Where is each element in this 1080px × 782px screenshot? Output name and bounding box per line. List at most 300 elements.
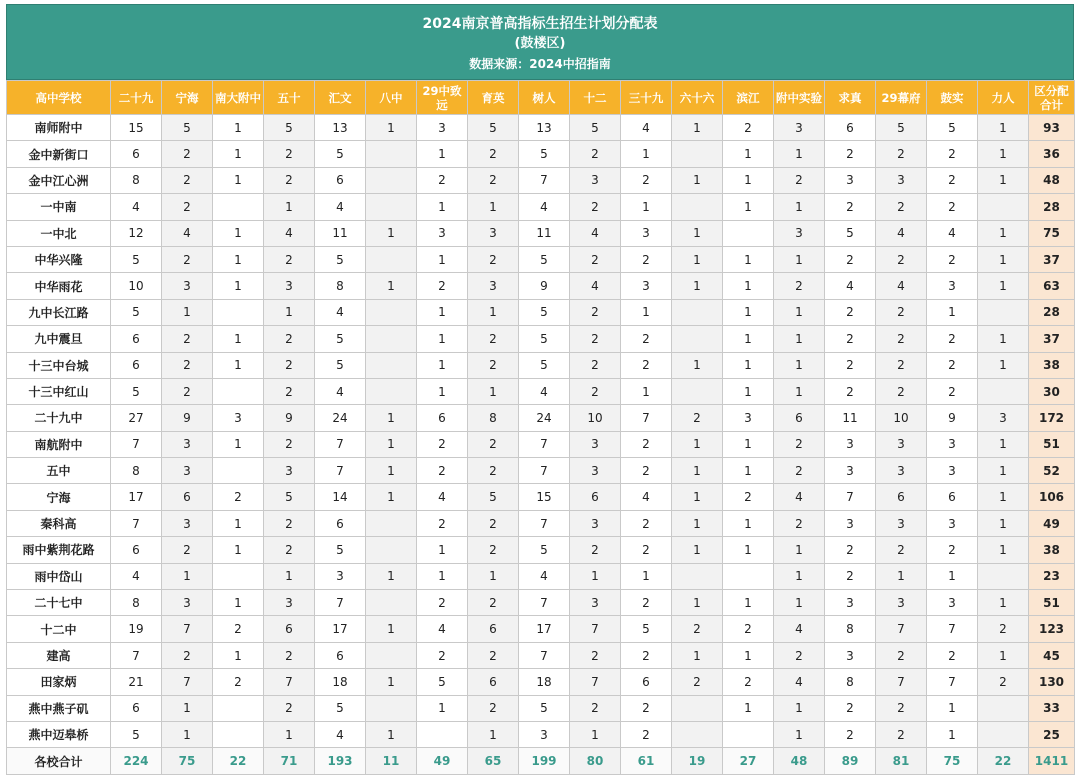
quota-cell: 3	[162, 590, 213, 616]
quota-cell: 2	[264, 246, 315, 272]
quota-cell: 3	[417, 220, 468, 246]
quota-cell: 2	[570, 352, 621, 378]
quota-cell: 3	[825, 167, 876, 193]
quota-cell: 3	[876, 590, 927, 616]
quota-cell: 2	[264, 378, 315, 404]
quota-cell: 10	[570, 405, 621, 431]
quota-cell: 2	[876, 642, 927, 668]
quota-cell: 5	[519, 326, 570, 352]
table-row	[7, 563, 1075, 589]
quota-cell: 1	[264, 194, 315, 220]
quota-cell: 3	[570, 458, 621, 484]
quota-cell: 2	[621, 246, 672, 272]
quota-cell: 4	[519, 563, 570, 589]
quota-cell: 1	[672, 167, 723, 193]
quota-cell: 2	[723, 669, 774, 695]
quota-cell: 3	[264, 458, 315, 484]
quota-cell: 3	[927, 458, 978, 484]
quota-cell: 2	[570, 246, 621, 272]
table-row	[7, 352, 1075, 378]
quota-cell: 13	[519, 115, 570, 141]
quota-cell: 2	[825, 299, 876, 325]
quota-cell: 7	[162, 669, 213, 695]
district-total: 23	[1029, 563, 1075, 589]
quota-cell: 13	[315, 115, 366, 141]
quota-cell: 3	[927, 590, 978, 616]
table-row	[7, 590, 1075, 616]
quota-cell: 2	[825, 194, 876, 220]
quota-cell: 2	[264, 326, 315, 352]
school-name: 建高	[7, 642, 111, 668]
quota-cell: 3	[978, 405, 1029, 431]
quota-cell: 1	[366, 721, 417, 747]
quota-cell: 1	[366, 273, 417, 299]
quota-cell: 7	[621, 405, 672, 431]
quota-cell: 5	[468, 115, 519, 141]
quota-cell: 1	[417, 352, 468, 378]
district-total: 51	[1029, 431, 1075, 457]
quota-cell	[366, 299, 417, 325]
quota-cell: 1	[723, 352, 774, 378]
quota-cell: 1	[672, 510, 723, 536]
quota-cell: 6	[417, 405, 468, 431]
table-row	[7, 669, 1075, 695]
quota-cell: 3	[774, 220, 825, 246]
quota-cell: 2	[876, 721, 927, 747]
quota-cell: 2	[723, 484, 774, 510]
quota-cell	[366, 352, 417, 378]
district-total: 38	[1029, 352, 1075, 378]
quota-cell: 11	[519, 220, 570, 246]
quota-cell: 2	[417, 642, 468, 668]
quota-cell: 1	[468, 563, 519, 589]
quota-cell: 1	[672, 642, 723, 668]
quota-cell: 24	[519, 405, 570, 431]
quota-cell: 5	[111, 246, 162, 272]
quota-cell: 7	[825, 484, 876, 510]
quota-cell: 7	[111, 642, 162, 668]
quota-cell: 2	[927, 378, 978, 404]
quota-cell: 1	[723, 299, 774, 325]
quota-cell: 1	[774, 194, 825, 220]
table-row	[7, 246, 1075, 272]
district-total: 172	[1029, 405, 1075, 431]
quota-cell: 10	[876, 405, 927, 431]
quota-cell: 1	[621, 141, 672, 167]
quota-cell: 2	[927, 352, 978, 378]
quota-cell: 1	[672, 590, 723, 616]
quota-cell: 1	[162, 299, 213, 325]
quota-cell: 4	[876, 220, 927, 246]
quota-cell: 1	[927, 563, 978, 589]
quota-cell: 5	[876, 115, 927, 141]
quota-cell: 2	[162, 352, 213, 378]
quota-cell: 5	[519, 537, 570, 563]
quota-cell: 3	[519, 721, 570, 747]
quota-cell: 8	[315, 273, 366, 299]
quota-cell: 3	[468, 220, 519, 246]
quota-cell: 4	[774, 616, 825, 642]
quota-cell: 27	[111, 405, 162, 431]
school-name: 秦科高	[7, 510, 111, 536]
quota-cell: 1	[213, 273, 264, 299]
quota-cell: 8	[825, 669, 876, 695]
quota-cell: 7	[111, 431, 162, 457]
quota-cell: 1	[774, 378, 825, 404]
quota-cell: 1	[417, 326, 468, 352]
quota-cell: 17	[111, 484, 162, 510]
quota-cell: 5	[825, 220, 876, 246]
quota-cell: 2	[621, 167, 672, 193]
quota-cell: 3	[876, 167, 927, 193]
quota-cell: 1	[468, 299, 519, 325]
quota-cell: 1	[162, 563, 213, 589]
quota-cell: 18	[519, 669, 570, 695]
quota-cell: 4	[774, 669, 825, 695]
quota-cell: 2	[927, 537, 978, 563]
header-column: 求真	[825, 81, 876, 115]
quota-cell	[366, 326, 417, 352]
quota-cell: 1	[723, 458, 774, 484]
quota-cell: 11	[315, 220, 366, 246]
quota-cell: 1	[978, 273, 1029, 299]
table-row	[7, 194, 1075, 220]
quota-cell: 6	[570, 484, 621, 510]
quota-cell: 1	[366, 563, 417, 589]
quota-cell: 19	[111, 616, 162, 642]
quota-cell: 2	[417, 273, 468, 299]
quota-cell: 2	[825, 695, 876, 721]
quota-cell: 7	[876, 669, 927, 695]
quota-cell: 7	[315, 431, 366, 457]
quota-cell	[672, 326, 723, 352]
quota-cell: 5	[621, 616, 672, 642]
quota-cell: 2	[825, 141, 876, 167]
quota-cell: 7	[519, 642, 570, 668]
quota-cell: 5	[111, 378, 162, 404]
table-row	[7, 537, 1075, 563]
quota-cell: 8	[111, 167, 162, 193]
summary-cell: 199	[519, 748, 570, 774]
school-name: 中华兴隆	[7, 246, 111, 272]
quota-cell: 3	[927, 273, 978, 299]
summary-cell: 89	[825, 748, 876, 774]
district-total: 93	[1029, 115, 1075, 141]
title-banner	[6, 4, 1074, 80]
quota-cell: 4	[111, 563, 162, 589]
quota-cell: 5	[315, 246, 366, 272]
quota-cell: 1	[213, 590, 264, 616]
quota-cell: 6	[315, 167, 366, 193]
quota-cell: 6	[111, 326, 162, 352]
quota-cell: 7	[315, 590, 366, 616]
quota-cell: 15	[111, 115, 162, 141]
header-column: 南大附中	[213, 81, 264, 115]
header-school: 高中学校	[7, 81, 111, 115]
table-row	[7, 115, 1075, 141]
header-total: 区分配合计	[1029, 81, 1075, 115]
quota-cell: 1	[723, 326, 774, 352]
header-column: 八中	[366, 81, 417, 115]
quota-cell: 1	[366, 431, 417, 457]
quota-cell: 2	[213, 669, 264, 695]
quota-cell: 2	[570, 378, 621, 404]
quota-cell: 1	[723, 167, 774, 193]
quota-cell: 1	[876, 563, 927, 589]
quota-cell	[978, 378, 1029, 404]
quota-cell: 3	[264, 590, 315, 616]
quota-cell: 2	[417, 510, 468, 536]
quota-cell: 4	[315, 378, 366, 404]
quota-cell: 5	[315, 326, 366, 352]
quota-cell: 1	[723, 141, 774, 167]
quota-cell: 1	[672, 537, 723, 563]
quota-cell: 2	[468, 352, 519, 378]
quota-cell: 1	[672, 273, 723, 299]
quota-cell: 2	[876, 378, 927, 404]
quota-cell: 2	[417, 431, 468, 457]
quota-cell: 9	[264, 405, 315, 431]
quota-cell: 7	[927, 669, 978, 695]
table-body	[7, 115, 1075, 775]
quota-cell: 1	[264, 563, 315, 589]
quota-cell: 1	[774, 141, 825, 167]
quota-cell: 2	[264, 695, 315, 721]
quota-cell: 2	[570, 326, 621, 352]
school-name: 十三中红山	[7, 378, 111, 404]
quota-cell: 2	[774, 431, 825, 457]
table-row	[7, 458, 1075, 484]
quota-cell: 2	[927, 141, 978, 167]
quota-cell: 4	[621, 484, 672, 510]
summary-cell: 22	[213, 748, 264, 774]
quota-cell: 11	[825, 405, 876, 431]
quota-cell: 1	[774, 695, 825, 721]
grand-total: 1411	[1029, 748, 1075, 774]
quota-cell: 18	[315, 669, 366, 695]
quota-cell: 2	[672, 669, 723, 695]
district-total: 49	[1029, 510, 1075, 536]
quota-cell: 3	[570, 510, 621, 536]
quota-cell: 2	[876, 537, 927, 563]
table-row	[7, 510, 1075, 536]
quota-cell: 2	[162, 141, 213, 167]
quota-cell: 1	[213, 431, 264, 457]
quota-cell: 3	[162, 458, 213, 484]
quota-cell: 1	[264, 721, 315, 747]
quota-cell: 1	[213, 352, 264, 378]
quota-cell: 7	[570, 616, 621, 642]
quota-cell: 3	[570, 590, 621, 616]
quota-cell: 4	[162, 220, 213, 246]
quota-cell: 1	[723, 590, 774, 616]
quota-cell: 1	[978, 167, 1029, 193]
summary-cell: 11	[366, 748, 417, 774]
quota-cell: 1	[774, 537, 825, 563]
quota-cell: 5	[468, 484, 519, 510]
summary-cell: 224	[111, 748, 162, 774]
quota-cell: 6	[111, 695, 162, 721]
quota-cell: 1	[978, 352, 1029, 378]
quota-cell: 1	[723, 246, 774, 272]
quota-cell: 2	[672, 405, 723, 431]
quota-cell: 6	[927, 484, 978, 510]
district-total: 63	[1029, 273, 1075, 299]
quota-cell: 7	[519, 590, 570, 616]
quota-cell: 2	[876, 299, 927, 325]
quota-cell	[672, 378, 723, 404]
quota-cell: 3	[825, 642, 876, 668]
summary-label: 各校合计	[7, 748, 111, 774]
quota-cell: 2	[876, 194, 927, 220]
quota-cell: 1	[417, 378, 468, 404]
summary-cell: 27	[723, 748, 774, 774]
quota-cell: 1	[978, 590, 1029, 616]
quota-cell: 2	[825, 563, 876, 589]
quota-cell: 2	[570, 194, 621, 220]
quota-cell	[978, 721, 1029, 747]
quota-cell: 4	[927, 220, 978, 246]
quota-cell: 1	[672, 458, 723, 484]
quota-cell: 2	[468, 458, 519, 484]
quota-cell: 1	[672, 431, 723, 457]
quota-cell: 3	[825, 590, 876, 616]
quota-cell: 12	[111, 220, 162, 246]
quota-cell: 2	[621, 458, 672, 484]
school-name: 五中	[7, 458, 111, 484]
quota-cell: 3	[876, 458, 927, 484]
quota-cell: 2	[468, 141, 519, 167]
quota-cell	[672, 563, 723, 589]
quota-cell: 5	[315, 537, 366, 563]
header-row	[7, 81, 1075, 115]
quota-cell	[213, 721, 264, 747]
quota-cell: 3	[213, 405, 264, 431]
quota-cell: 2	[672, 616, 723, 642]
quota-cell: 1	[723, 642, 774, 668]
district-total: 75	[1029, 220, 1075, 246]
quota-cell: 7	[519, 458, 570, 484]
summary-cell: 61	[621, 748, 672, 774]
quota-cell: 6	[468, 669, 519, 695]
quota-cell: 2	[468, 590, 519, 616]
quota-cell: 6	[825, 115, 876, 141]
table-row	[7, 378, 1075, 404]
quota-cell: 1	[774, 721, 825, 747]
quota-cell: 3	[876, 510, 927, 536]
summary-cell: 65	[468, 748, 519, 774]
quota-cell	[978, 563, 1029, 589]
table-row	[7, 220, 1075, 246]
district-total: 130	[1029, 669, 1075, 695]
quota-cell: 1	[978, 484, 1029, 510]
quota-cell: 1	[213, 220, 264, 246]
quota-cell: 1	[774, 590, 825, 616]
quota-cell: 1	[417, 246, 468, 272]
quota-cell: 2	[162, 246, 213, 272]
quota-cell: 1	[366, 458, 417, 484]
quota-cell: 6	[621, 669, 672, 695]
quota-cell: 1	[213, 246, 264, 272]
quota-cell: 7	[519, 510, 570, 536]
quota-cell: 1	[366, 484, 417, 510]
quota-cell: 5	[519, 299, 570, 325]
quota-cell: 17	[519, 616, 570, 642]
quota-cell: 1	[213, 537, 264, 563]
quota-cell: 5	[417, 669, 468, 695]
quota-cell	[366, 510, 417, 536]
table-row	[7, 326, 1075, 352]
district-total: 37	[1029, 246, 1075, 272]
quota-cell	[213, 194, 264, 220]
school-name: 九中震旦	[7, 326, 111, 352]
quota-cell: 3	[468, 273, 519, 299]
quota-cell: 2	[570, 141, 621, 167]
quota-cell: 2	[927, 246, 978, 272]
quota-cell: 1	[723, 431, 774, 457]
quota-cell: 1	[366, 405, 417, 431]
quota-cell: 6	[264, 616, 315, 642]
header-column: 力人	[978, 81, 1029, 115]
quota-cell: 6	[315, 510, 366, 536]
quota-cell	[723, 220, 774, 246]
quota-cell: 1	[366, 115, 417, 141]
quota-cell: 4	[315, 299, 366, 325]
table-row	[7, 484, 1075, 510]
quota-cell: 2	[162, 537, 213, 563]
quota-cell: 1	[774, 326, 825, 352]
district-total: 37	[1029, 326, 1075, 352]
quota-cell: 9	[927, 405, 978, 431]
quota-cell: 1	[774, 352, 825, 378]
quota-cell	[672, 299, 723, 325]
quota-cell: 3	[264, 273, 315, 299]
quota-cell	[213, 695, 264, 721]
quota-cell: 2	[978, 616, 1029, 642]
quota-cell: 2	[468, 642, 519, 668]
quota-cell: 1	[366, 220, 417, 246]
quota-cell: 5	[162, 115, 213, 141]
quota-cell: 2	[774, 273, 825, 299]
quota-cell: 1	[417, 537, 468, 563]
quota-cell: 1	[672, 484, 723, 510]
quota-cell: 1	[621, 299, 672, 325]
quota-cell: 7	[315, 458, 366, 484]
quota-cell: 3	[162, 510, 213, 536]
quota-cell: 6	[111, 352, 162, 378]
quota-cell: 1	[978, 642, 1029, 668]
quota-cell: 2	[621, 590, 672, 616]
quota-cell: 5	[570, 115, 621, 141]
quota-cell: 7	[162, 616, 213, 642]
quota-cell: 10	[111, 273, 162, 299]
quota-cell: 2	[621, 326, 672, 352]
quota-cell: 7	[111, 510, 162, 536]
quota-cell: 1	[621, 194, 672, 220]
quota-cell: 1	[927, 299, 978, 325]
quota-cell: 2	[570, 537, 621, 563]
quota-cell	[672, 194, 723, 220]
quota-cell: 4	[621, 115, 672, 141]
summary-cell: 75	[927, 748, 978, 774]
quota-cell: 2	[264, 141, 315, 167]
summary-cell: 80	[570, 748, 621, 774]
page-title: 2024南京普高指标生招生计划分配表	[422, 16, 658, 32]
quota-cell: 1	[978, 115, 1029, 141]
quota-cell	[417, 721, 468, 747]
school-name: 二十七中	[7, 590, 111, 616]
quota-cell: 6	[162, 484, 213, 510]
